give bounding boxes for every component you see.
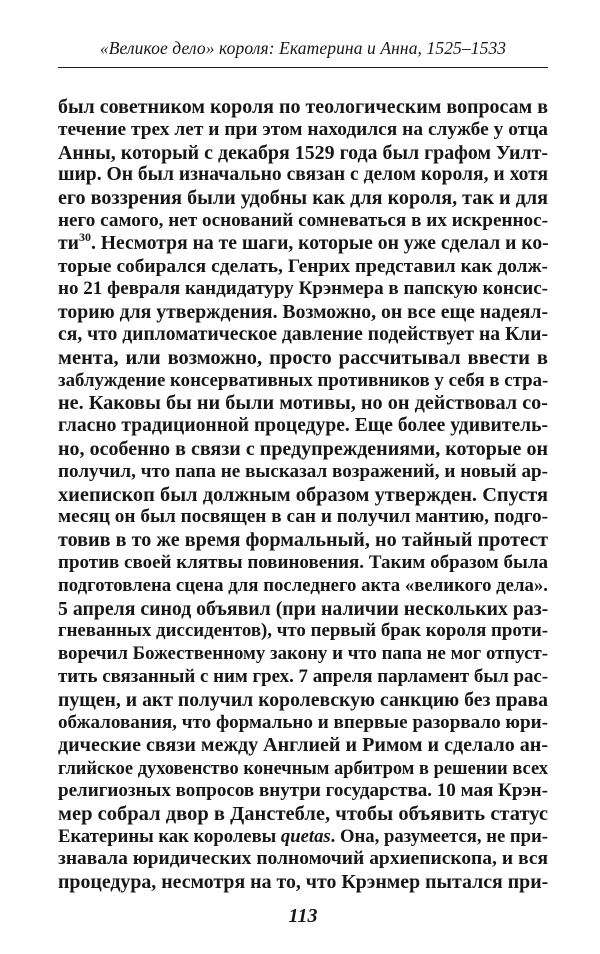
text-line: против своей клятвы повиновения. Таким образом была (58, 551, 548, 573)
text-line: религиозных вопросов внутри государства. 10 мая Крэн- (58, 779, 548, 801)
running-head-rule (58, 67, 548, 68)
text-segment: . Несмотря на те шаги, которые он уже сделал и ко- (90, 232, 549, 254)
text-line: течение трех лет и при этом находился на службе у отца (58, 118, 548, 140)
text-line: не. Каковы бы ни были мотивы, но он действовал со- (58, 392, 548, 415)
text-line: тить связанный с ним грех. 7 апреля парламент был рас- (58, 665, 549, 687)
text-segment: ти (58, 232, 79, 254)
text-line: гневанных диссидентов), что первый брак короля проти- (58, 620, 548, 642)
running-head: «Великое дело» короля: Екатерина и Анна, 1525–1533 (99, 38, 507, 58)
text-line: его воззрения были удобны как для короля, так и для (58, 187, 548, 210)
text-line: заблуждение консервативных противников у себя в стра- (58, 369, 549, 391)
text-line: но 21 февраля кандидатуру Крэнмера в папскую консис- (58, 278, 548, 300)
text-line: шир. Он был изначально связан с делом короля, и хотя (58, 164, 549, 186)
text-line: торию для утверждения. Возможно, он все еще надеял- (58, 301, 549, 324)
text-line: гласно традиционной процедуре. Еще более удивитель- (58, 415, 548, 437)
text-line: воречил Божественному закону и что папа не мог отпуст- (58, 643, 548, 665)
text-line: мер собрал двор в Данстебле, чтобы объявить статус (58, 802, 548, 825)
text-segment: . Она, разумеется, не при- (330, 825, 549, 847)
text-segment: Екатерины как королевы (58, 825, 281, 847)
text-line: знавала юридических полномочий архиепископа, и вся (58, 848, 548, 870)
text-line: мента, или возможно, просто рассчитывал ввести в (58, 346, 548, 369)
text-line: но, особенно в связи с предупреждениями, которые он (58, 437, 548, 460)
text-line: месяц он был посвящен в сан и получил мантию, подго- (58, 506, 548, 528)
text-line: Анны, который с декабря 1529 года был графом Уилт- (58, 141, 548, 164)
text-line: товив в то же время формальный, но тайный протест (58, 529, 548, 552)
text-line: пущен, и акт получил королевскую санкцию без права (58, 688, 548, 711)
italic-term: quetas (280, 825, 331, 847)
page-number: 113 (288, 905, 318, 927)
footnote-reference: 30 (78, 229, 91, 244)
text-line: получил, что папа не высказал возражений, и новый ар- (58, 460, 548, 482)
text-line: был советником короля по теологическим вопросам в (58, 96, 548, 118)
text-line: процедура, несмотря на то, что Крэнмер пытался при- (58, 871, 549, 894)
text-line (58, 229, 549, 256)
text-line: подготовлена сцена для последнего акта «великого дела». (58, 574, 548, 596)
body-text (58, 96, 548, 894)
text-line: 5 апреля синод объявил (при наличии нескольких раз- (58, 597, 549, 620)
text-line: ся, что дипломатическое давление подействует на Кли- (58, 323, 548, 345)
text-line: обжалования, что формально и впервые разорвало юри- (58, 711, 548, 733)
text-line: хиепископ был должным образом утвержден. Спустя (58, 483, 548, 506)
text-line: дические связи между Англией и Римом и сделало ан- (58, 734, 548, 757)
text-line (58, 826, 548, 849)
text-line: торые собирался сделать, Генрих представил как долж- (58, 255, 548, 277)
text-line: глийское духовенство конечным арбитром в решении всех (58, 758, 548, 779)
text-line: него самого, нет оснований сомневаться в их искреннос- (58, 209, 548, 231)
